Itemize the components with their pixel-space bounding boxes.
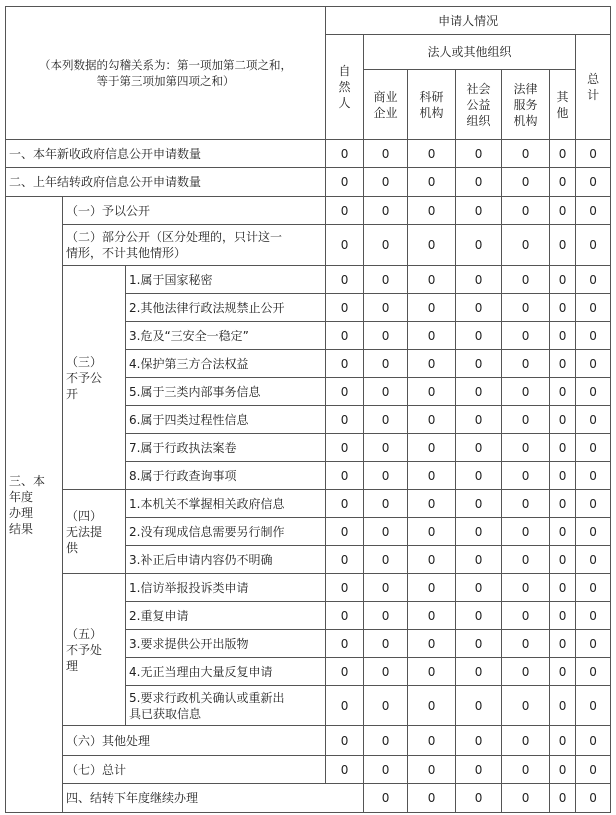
value-cell: 0 [326,630,364,658]
value-cell: 0 [502,756,550,784]
value-cell: 0 [502,462,550,490]
value-cell: 0 [326,322,364,350]
value-cell: 0 [408,322,456,350]
value-cell: 0 [550,266,576,294]
header-text: 社会 [466,81,491,96]
value-cell: 0 [456,574,502,602]
row-label: 2.没有现成信息需要另行制作 [126,518,326,546]
value-cell: 0 [502,490,550,518]
value-cell: 0 [550,406,576,434]
value-cell: 0 [408,574,456,602]
value-cell: 0 [408,168,456,197]
row-label-line: （二）部分公开（区分处理的，只计这一 [66,230,283,244]
value-cell: 0 [502,574,550,602]
value-cell: 0 [576,518,611,546]
header-text: 计 [587,88,600,102]
section-text: 年度 [9,489,34,504]
group-text: 不予处 [66,642,103,657]
value-cell: 0 [456,658,502,686]
value-cell: 0 [364,490,408,518]
value-cell: 0 [408,726,456,756]
row-label: （一）予以公开 [63,197,326,225]
value-cell: 0 [364,294,408,322]
value-cell: 0 [364,784,408,813]
value-cell: 0 [364,546,408,574]
header-note-line: 等于第三项加第四项之和） [96,74,235,88]
value-cell: 0 [576,294,611,322]
value-cell: 0 [364,225,408,266]
value-cell: 0 [576,784,611,813]
row-label: 6.属于四类过程性信息 [126,406,326,434]
header-note [6,7,326,140]
row-label: 一、本年新收政府信息公开申请数量 [6,140,326,168]
value-cell: 0 [326,406,364,434]
value-cell: 0 [576,406,611,434]
value-cell: 0 [550,756,576,784]
value-cell: 0 [364,140,408,168]
value-cell: 0 [576,140,611,168]
table-row [6,756,611,784]
value-cell: 0 [576,434,611,462]
value-cell: 0 [456,602,502,630]
table-row [6,168,611,197]
table-row [6,266,611,294]
row-label: 2.其他法律行政法规禁止公开 [126,294,326,322]
row-label: 3.危及“三安全一稳定” [126,322,326,350]
value-cell: 0 [550,462,576,490]
table-row [6,784,611,813]
value-cell: 0 [576,462,611,490]
value-cell: 0 [576,322,611,350]
row-label: 2.重复申请 [126,602,326,630]
row-label: 1.本机关不掌握相关政府信息 [126,490,326,518]
value-cell: 0 [456,518,502,546]
header-applicant: 申请人情况 [326,7,611,35]
value-cell: 0 [408,434,456,462]
value-cell: 0 [456,225,502,266]
value-cell: 0 [408,518,456,546]
value-cell: 0 [364,406,408,434]
value-cell: 0 [502,434,550,462]
value-cell: 0 [326,490,364,518]
row-label-line: 5.要求行政机关确认或重新出 [129,690,285,705]
value-cell: 0 [326,574,364,602]
value-cell: 0 [576,490,611,518]
value-cell: 0 [550,378,576,406]
header-other [550,70,576,140]
value-cell: 0 [456,140,502,168]
value-cell: 0 [502,726,550,756]
value-cell: 0 [550,658,576,686]
row-label: 四、结转下年度继续办理 [63,784,364,813]
header-text: 人 [338,96,351,110]
table-row [6,726,611,756]
value-cell: 0 [456,266,502,294]
value-cell: 0 [502,197,550,225]
row-label: 3.补正后申请内容仍不明确 [126,546,326,574]
value-cell: 0 [364,462,408,490]
header-natural-person [326,35,364,140]
value-cell: 0 [456,168,502,197]
value-cell: 0 [576,574,611,602]
header-row-1 [6,7,611,35]
value-cell: 0 [456,490,502,518]
group-text: 不予公 [66,370,103,385]
value-cell: 0 [408,462,456,490]
row-label: 8.属于行政查询事项 [126,462,326,490]
value-cell: 0 [326,266,364,294]
value-cell: 0 [576,168,611,197]
value-cell: 0 [364,434,408,462]
value-cell: 0 [326,197,364,225]
value-cell: 0 [326,546,364,574]
value-cell: 0 [576,197,611,225]
value-cell: 0 [456,462,502,490]
row-label: 7.属于行政执法案卷 [126,434,326,462]
header-note-line: （本列数据的勾稽关系为：第一项加第二项之和， [39,58,293,72]
value-cell: 0 [550,350,576,378]
group-five-label [63,574,126,726]
section-text: 办理 [9,505,34,520]
value-cell: 0 [326,350,364,378]
value-cell: 0 [364,756,408,784]
value-cell: 0 [456,406,502,434]
header-total [576,35,611,140]
header-text: 然 [338,80,351,94]
value-cell: 0 [408,490,456,518]
value-cell: 0 [326,756,364,784]
value-cell: 0 [364,630,408,658]
row-label: （七）总计 [63,756,326,784]
value-cell: 0 [326,294,364,322]
value-cell: 0 [326,378,364,406]
value-cell: 0 [550,434,576,462]
value-cell: 0 [550,225,576,266]
value-cell: 0 [326,434,364,462]
group-text: 无法提 [66,524,103,539]
value-cell: 0 [364,726,408,756]
value-cell: 0 [576,225,611,266]
value-cell: 0 [550,197,576,225]
value-cell: 0 [576,630,611,658]
table-row [6,140,611,168]
value-cell: 0 [550,294,576,322]
header-commercial [364,70,408,140]
header-social [456,70,502,140]
value-cell: 0 [326,658,364,686]
row-label: 4.保护第三方合法权益 [126,350,326,378]
value-cell: 0 [456,630,502,658]
value-cell: 0 [550,546,576,574]
value-cell: 0 [550,574,576,602]
value-cell: 0 [502,602,550,630]
value-cell: 0 [550,168,576,197]
value-cell: 0 [576,350,611,378]
header-text: 公益 [466,97,491,112]
row-label: 1.属于国家秘密 [126,266,326,294]
header-text: 法律 [513,81,538,96]
value-cell: 0 [502,686,550,726]
value-cell: 0 [364,602,408,630]
value-cell: 0 [364,658,408,686]
value-cell: 0 [502,546,550,574]
value-cell: 0 [408,658,456,686]
header-text: 企业 [373,105,398,120]
row-label: 1.信访举报投诉类申请 [126,574,326,602]
value-cell: 0 [576,378,611,406]
value-cell: 0 [456,322,502,350]
value-cell: 0 [456,378,502,406]
value-cell: 0 [408,406,456,434]
group-four-label [63,490,126,574]
value-cell: 0 [326,686,364,726]
row-label [126,686,326,726]
value-cell: 0 [550,518,576,546]
header-text: 组织 [466,113,491,128]
header-legal-entity: 法人或其他组织 [364,35,576,70]
value-cell: 0 [408,140,456,168]
value-cell: 0 [550,686,576,726]
value-cell: 0 [408,294,456,322]
value-cell: 0 [550,784,576,813]
value-cell: 0 [364,518,408,546]
value-cell: 0 [456,434,502,462]
value-cell: 0 [408,266,456,294]
value-cell: 0 [326,140,364,168]
group-text: 理 [66,658,79,673]
value-cell: 0 [502,406,550,434]
value-cell: 0 [502,225,550,266]
group-text: 供 [66,540,79,555]
value-cell: 0 [550,630,576,658]
row-label [63,225,326,266]
section-three-label [6,197,63,813]
value-cell: 0 [364,686,408,726]
value-cell: 0 [550,726,576,756]
header-text: 机构 [419,105,444,120]
table-row [6,225,611,266]
value-cell: 0 [456,686,502,726]
header-text: 科研 [419,89,444,104]
header-text: 商业 [373,89,398,104]
value-cell: 0 [576,756,611,784]
value-cell: 0 [364,322,408,350]
statistics-table [5,6,611,813]
value-cell: 0 [408,784,456,813]
table-row [6,197,611,225]
row-label-line: 情形，不计其他情形） [66,246,187,260]
value-cell: 0 [502,784,550,813]
header-text: 其 [556,89,569,104]
value-cell: 0 [456,546,502,574]
header-text: 机构 [513,113,538,128]
value-cell: 0 [550,490,576,518]
value-cell: 0 [576,602,611,630]
value-cell: 0 [456,350,502,378]
value-cell: 0 [364,350,408,378]
header-research [408,70,456,140]
row-label: 二、上年结转政府信息公开申请数量 [6,168,326,197]
value-cell: 0 [456,726,502,756]
value-cell: 0 [456,197,502,225]
value-cell: 0 [456,294,502,322]
section-text: 三、本 [9,473,46,488]
value-cell: 0 [502,294,550,322]
value-cell: 0 [456,756,502,784]
value-cell: 0 [502,658,550,686]
header-legal-service [502,70,550,140]
value-cell: 0 [550,322,576,350]
value-cell: 0 [408,378,456,406]
value-cell: 0 [408,197,456,225]
value-cell: 0 [408,686,456,726]
value-cell: 0 [502,518,550,546]
value-cell: 0 [326,726,364,756]
group-text: （四） [66,508,103,523]
value-cell: 0 [576,546,611,574]
row-label: 3.要求提供公开出版物 [126,630,326,658]
value-cell: 0 [502,140,550,168]
group-three-label [63,266,126,490]
value-cell: 0 [502,168,550,197]
value-cell: 0 [408,546,456,574]
row-label: 5.属于三类内部事务信息 [126,378,326,406]
group-text: （三） [66,354,103,369]
table-row [6,490,611,518]
value-cell: 0 [364,378,408,406]
value-cell: 0 [502,266,550,294]
row-label-line: 具已获取信息 [129,706,202,721]
value-cell: 0 [326,518,364,546]
value-cell: 0 [502,378,550,406]
value-cell: 0 [364,266,408,294]
row-label: 4.无正当理由大量反复申请 [126,658,326,686]
value-cell: 0 [576,726,611,756]
value-cell: 0 [364,168,408,197]
value-cell: 0 [408,225,456,266]
group-text: 开 [66,386,79,401]
value-cell: 0 [326,462,364,490]
value-cell: 0 [456,784,502,813]
value-cell: 0 [364,197,408,225]
value-cell: 0 [408,630,456,658]
value-cell: 0 [326,168,364,197]
value-cell: 0 [576,266,611,294]
value-cell: 0 [408,602,456,630]
value-cell: 0 [408,756,456,784]
value-cell: 0 [576,658,611,686]
value-cell: 0 [502,630,550,658]
header-text: 自 [338,64,351,78]
header-text: 他 [556,105,569,120]
value-cell: 0 [550,602,576,630]
value-cell: 0 [364,574,408,602]
header-text: 服务 [513,97,538,112]
value-cell: 0 [576,686,611,726]
value-cell: 0 [502,322,550,350]
group-text: （五） [66,626,103,641]
value-cell: 0 [550,140,576,168]
value-cell: 0 [502,350,550,378]
value-cell: 0 [326,225,364,266]
value-cell: 0 [326,602,364,630]
row-label: （六）其他处理 [63,726,326,756]
table-row [6,574,611,602]
section-text: 结果 [9,521,34,536]
header-text: 总 [587,72,600,86]
value-cell: 0 [408,350,456,378]
